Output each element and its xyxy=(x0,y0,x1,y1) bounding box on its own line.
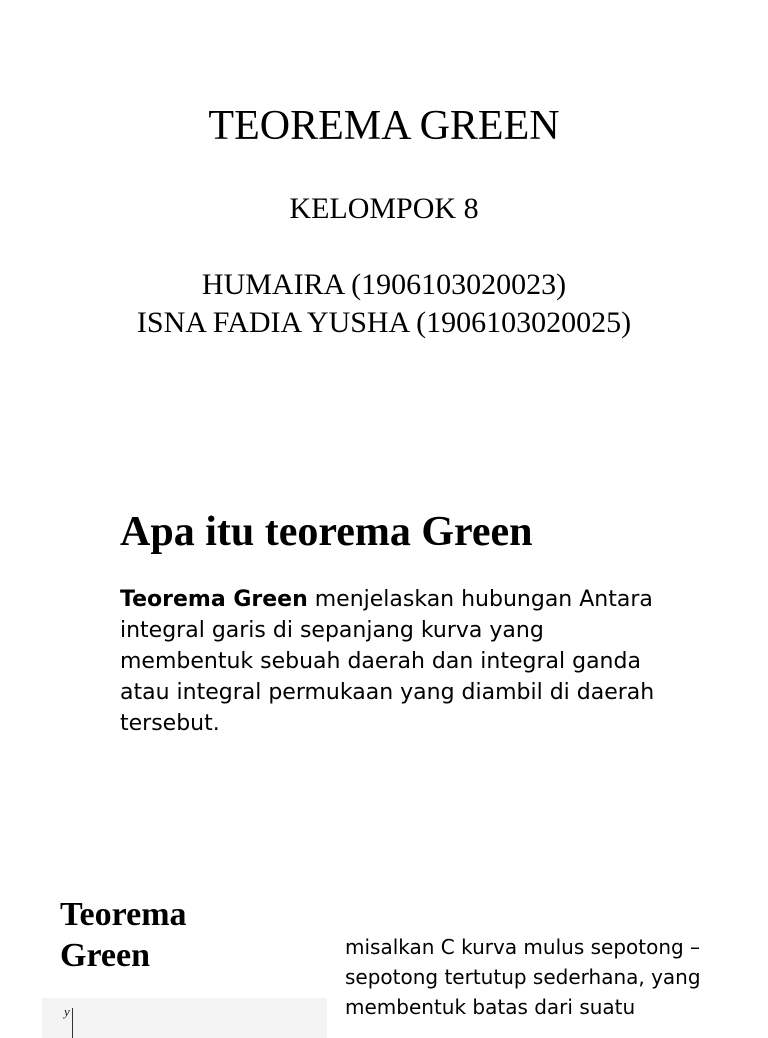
theorem-figure xyxy=(42,998,327,1038)
definition-slide xyxy=(0,470,768,870)
member-list xyxy=(0,266,768,342)
theorem-description: misalkan C kurva mulus sepotong – sepotong tertutup sederhana, yang membentuk batas dari suatu xyxy=(345,935,701,1019)
title-slide xyxy=(0,0,768,470)
definition-term: Teorema Green xyxy=(120,587,308,612)
theorem-heading-line: Teorema xyxy=(60,896,187,933)
definition-text: menjelaskan hubungan Antara integral garis di sepanjang kurva yang membentuk sebuah daerah dan integral ganda atau integral permukaan yang diambil di daerah tersebut. xyxy=(120,587,655,736)
figure-axis-label: y xyxy=(64,1004,70,1019)
theorem-heading-line: Green xyxy=(60,937,151,974)
figure-y-axis xyxy=(72,1008,73,1038)
slide-title: TEOREMA GREEN xyxy=(208,103,560,149)
theorem-slide xyxy=(0,880,768,1024)
definition-paragraph xyxy=(120,584,680,739)
member-name: HUMAIRA (1906103020023) xyxy=(201,268,567,301)
theorem-heading xyxy=(60,894,187,976)
group-label: KELOMPOK 8 xyxy=(289,192,479,225)
definition-heading: Apa itu teorema Green xyxy=(120,509,533,555)
member-name: ISNA FADIA YUSHA (1906103020025) xyxy=(136,306,632,339)
